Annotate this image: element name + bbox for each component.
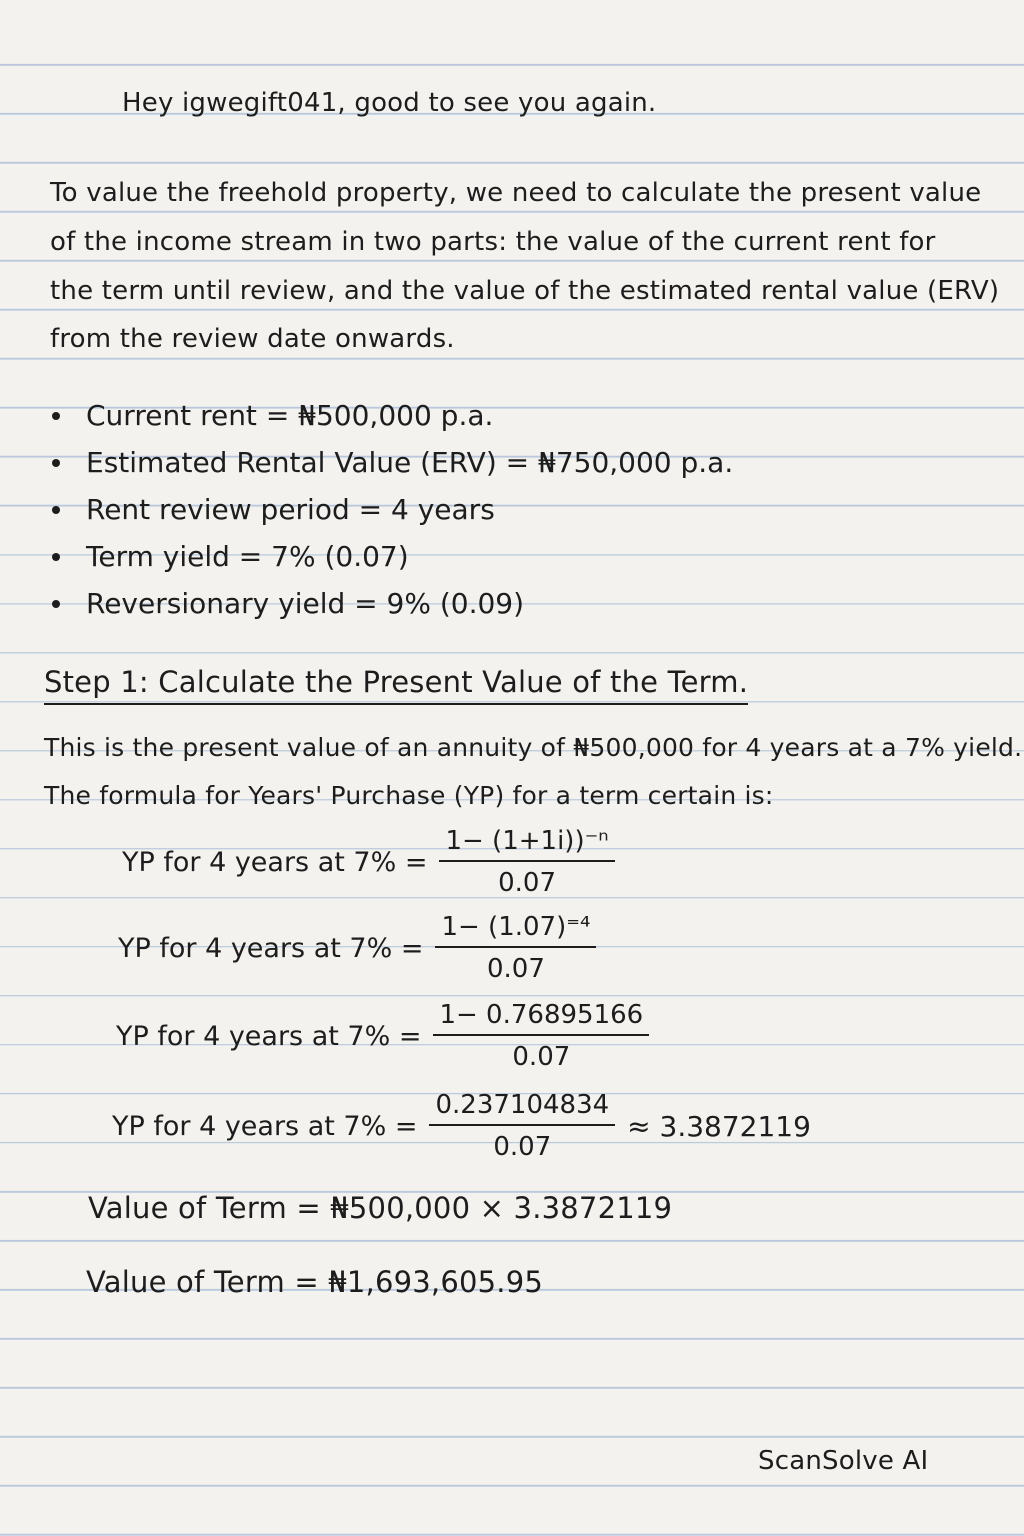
step1-heading: Step 1: Calculate the Present Value of the Term. [44, 668, 748, 705]
value-of-term-line: Value of Term = ₦1,693,605.95 [86, 1265, 544, 1299]
bullet-icon [52, 506, 60, 514]
given-text: Estimated Rental Value (ERV) = ₦750,000 p.a. [86, 446, 734, 479]
yp-equation [122, 826, 615, 898]
intro-line: the term until review, and the value of the estimated rental value (ERV) [50, 276, 1000, 306]
fraction-numerator: 1− (1.07)⁼⁴ [435, 912, 596, 948]
fraction-denominator: 0.07 [498, 868, 557, 898]
yp-equation [112, 1090, 811, 1162]
givens-list [52, 392, 733, 627]
yp-equation [116, 1000, 649, 1072]
given-text: Reversionary yield = 9% (0.09) [86, 587, 525, 620]
fraction [429, 1090, 615, 1162]
fraction-denominator: 0.07 [493, 1132, 552, 1162]
list-item [52, 392, 733, 439]
yp-equation [118, 912, 596, 984]
fraction-denominator: 0.07 [512, 1042, 571, 1072]
list-item [52, 533, 733, 580]
fraction-numerator: 0.237104834 [429, 1090, 615, 1126]
yp-label: YP for 4 years at 7% = [116, 1020, 422, 1052]
bullet-icon [52, 600, 60, 608]
fraction-numerator: 1− 0.76895166 [433, 1000, 649, 1036]
fraction-denominator: 0.07 [486, 954, 545, 984]
fraction [435, 912, 596, 984]
yp-result: ≈ 3.3872119 [627, 1109, 811, 1143]
given-text: Term yield = 7% (0.07) [86, 540, 409, 573]
fraction [439, 826, 614, 898]
yp-label: YP for 4 years at 7% = [118, 932, 424, 964]
list-item [52, 486, 733, 533]
yp-label: YP for 4 years at 7% = [112, 1110, 418, 1142]
fraction [433, 1000, 649, 1072]
list-item [52, 580, 733, 627]
value-of-term-line: Value of Term = ₦500,000 × 3.3872119 [88, 1191, 673, 1225]
given-text: Current rent = ₦500,000 p.a. [86, 399, 494, 432]
intro-line: To value the freehold property, we need to calculate the present value [50, 178, 982, 208]
bullet-icon [52, 412, 60, 420]
bullet-icon [52, 459, 60, 467]
intro-line: of the income stream in two parts: the value of the current rent for [50, 227, 936, 257]
yp-label: YP for 4 years at 7% = [122, 846, 428, 878]
explanation-line: The formula for Years' Purchase (YP) for a term certain is: [44, 781, 774, 810]
given-text: Rent review period = 4 years [86, 493, 495, 526]
signature: ScanSolve AI [758, 1446, 929, 1476]
greeting: Hey igwegift041, good to see you again. [122, 88, 657, 118]
bullet-icon [52, 553, 60, 561]
intro-line: from the review date onwards. [50, 324, 455, 354]
fraction-numerator: 1− (1+1i))⁻ⁿ [439, 826, 614, 862]
explanation-line: This is the present value of an annuity of ₦500,000 for 4 years at a 7% yield. [44, 733, 1023, 762]
list-item [52, 439, 733, 486]
